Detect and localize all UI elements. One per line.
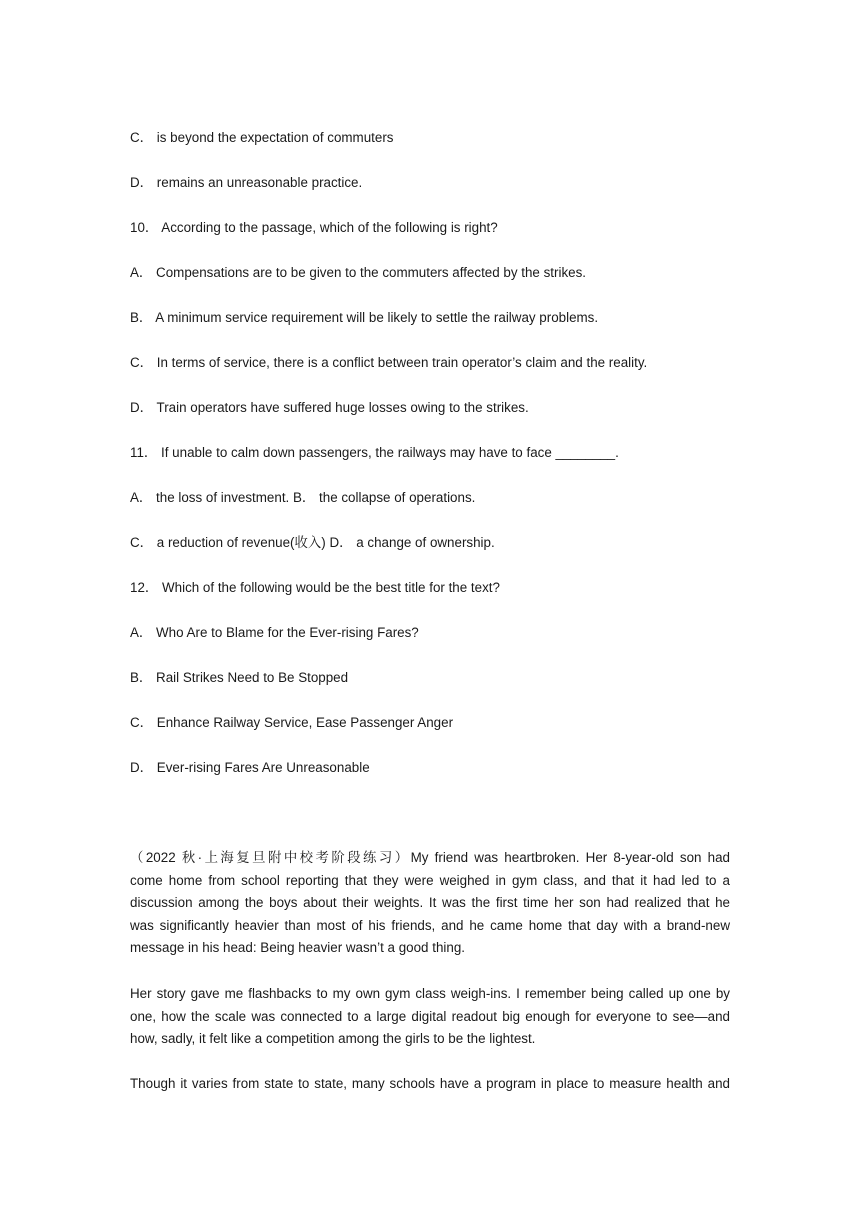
question-10-option-b: B． A minimum service requirement will be likely to settle the railway problems. [130,310,599,325]
passage-line: message in his head: Being heavier wasn’t a good thing. [130,940,465,955]
option-c-prev: C． is beyond the expectation of commuters [130,130,394,145]
passage-paragraph-3 [130,1073,730,1096]
passage-line: （2022 秋·上海复旦附中校考阶段练习）My friend was heartbroken. Her 8-year-old son had [130,850,730,865]
question-10-stem: 10． According to the passage, which of the following is right? [130,220,498,235]
passage-line: was significantly heavier than most of his friends, and he came home that day with a brand-new [130,917,730,933]
question-11-stem: 11． If unable to calm down passengers, the railways may have to face ________. [130,445,619,460]
passage-line: one, how the scale was connected to a large digital readout big enough for everyone to see—and [130,1008,730,1024]
question-12-option-a: A． Who Are to Blame for the Ever-rising Fares? [130,625,419,640]
passage-paragraph-1 [130,847,730,960]
question-10-option-a: A． Compensations are to be given to the commuters affected by the strikes. [130,265,587,280]
question-12-option-b: B． Rail Strikes Need to Be Stopped [130,670,349,685]
passage-line: Though it varies from state to state, many schools have a program in place to measure health and [130,1076,730,1091]
question-12-stem: 12． Which of the following would be the best title for the text? [130,580,500,595]
passage-line: Her story gave me flashbacks to my own gym class weigh-ins. I remember being called up one by [130,986,730,1001]
passage-paragraph-2 [130,983,730,1051]
question-12-option-c: C． Enhance Railway Service, Ease Passenger Anger [130,715,454,730]
passage-line: discussion among the boys about their weights. It was the first time her son had realized that he [130,895,730,910]
option-d-prev: D． remains an unreasonable practice. [130,175,363,190]
passage-line: come home from school reporting that they were weighed in gym class, and that it had led to a [130,872,730,888]
question-10-option-c: C． In terms of service, there is a conflict between train operator’s claim and the reality. [130,355,648,370]
question-10-option-d: D． Train operators have suffered huge losses owing to the strikes. [130,400,529,415]
passage-line: how, sadly, it felt like a competition among the girls to be the lightest. [130,1031,536,1046]
question-11-options-cd: C． a reduction of revenue(收入) D． a change of ownership. [130,535,495,550]
question-11-options-ab: A． the loss of investment. B． the collapse of operations. [130,490,476,505]
question-12-option-d: D． Ever-rising Fares Are Unreasonable [130,760,370,775]
